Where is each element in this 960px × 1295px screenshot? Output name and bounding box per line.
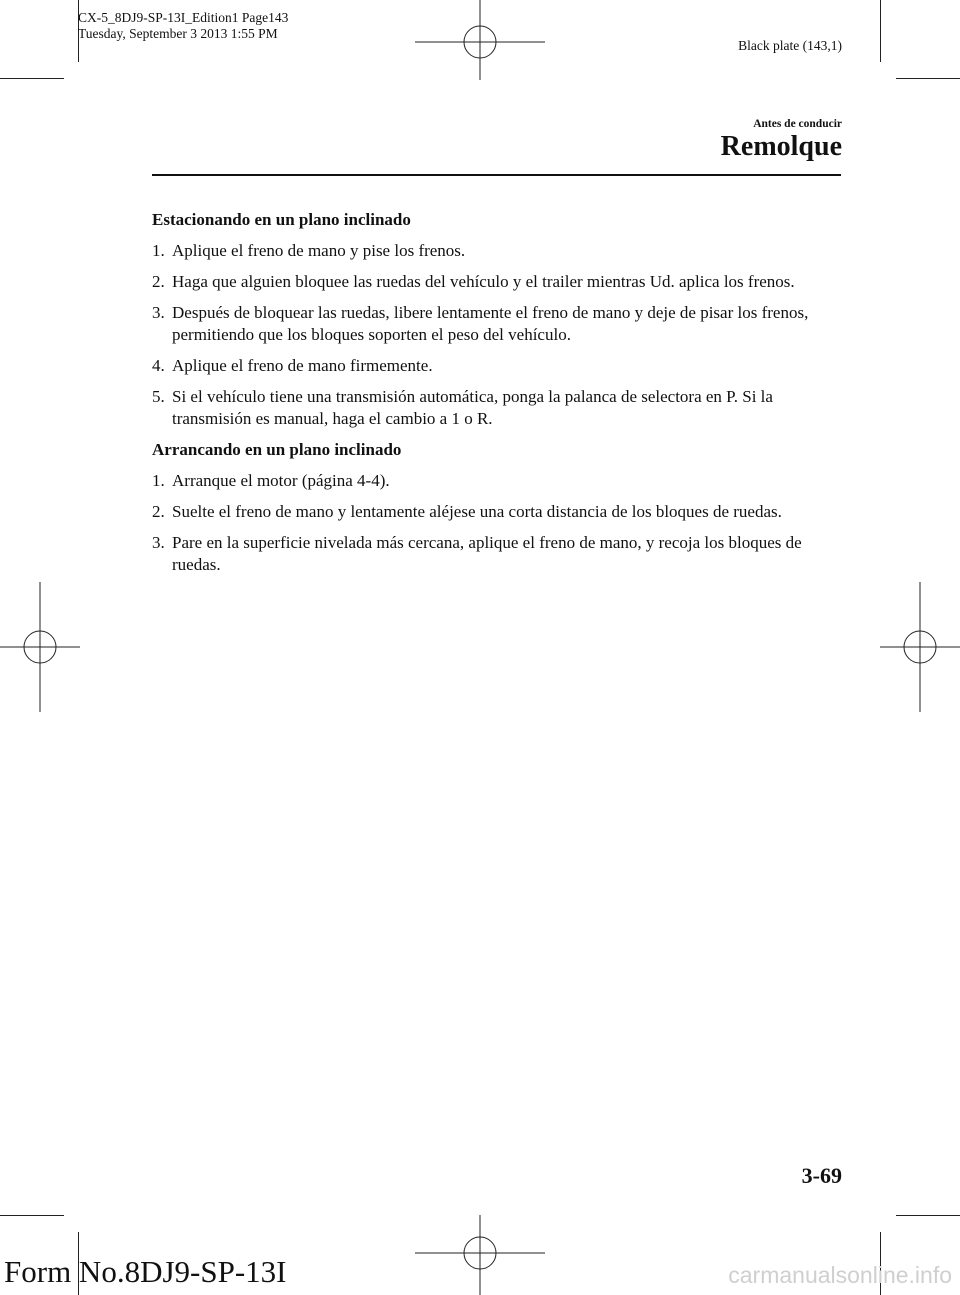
print-slug — [78, 10, 288, 42]
page-number: 3-69 — [801, 1163, 842, 1188]
registration-mark — [0, 582, 80, 712]
list-item — [152, 271, 842, 293]
starting-steps — [152, 470, 842, 576]
list-item — [152, 355, 842, 377]
list-item — [152, 386, 842, 430]
step-text: Suelte el freno de mano y lentamente aléjese una corta distancia de los bloques de ruedas. — [172, 502, 782, 521]
step-text: Haga que alguien bloquee las ruedas del vehículo y el trailer mientras Ud. aplica los frenos. — [172, 272, 795, 291]
step-text: Aplique el freno de mano firmemente. — [172, 356, 433, 375]
plate-info: Black plate (143,1) — [738, 38, 842, 53]
form-number: Form No.8DJ9-SP-13I — [4, 1254, 287, 1289]
step-number: 5. — [152, 387, 165, 406]
registration-mark — [880, 582, 960, 712]
chapter-title: Remolque — [720, 131, 842, 162]
step-number: 3. — [152, 303, 165, 322]
crop-mark — [880, 0, 881, 62]
step-text: Después de bloquear las ruedas, libere lentamente el freno de mano y deje de pisar los frenos, permitiendo que los bloques soporten el peso del vehículo. — [172, 303, 809, 344]
crop-mark — [896, 1215, 960, 1216]
step-number: 1. — [152, 241, 165, 260]
crop-mark — [896, 78, 960, 79]
list-item — [152, 501, 842, 523]
step-number: 4. — [152, 356, 165, 375]
watermark: carmanualsonline.info — [728, 1262, 952, 1288]
step-number: 3. — [152, 533, 165, 552]
step-text: Pare en la superficie nivelada más cercana, aplique el freno de mano, y recoja los bloques de ruedas. — [172, 533, 802, 574]
crop-mark — [0, 78, 64, 79]
list-item — [152, 470, 842, 492]
print-file-info: CX-5_8DJ9-SP-13I_Edition1 Page143 — [78, 10, 289, 25]
parking-steps — [152, 240, 842, 430]
registration-mark — [415, 1215, 545, 1295]
step-number: 2. — [152, 272, 165, 291]
registration-mark — [415, 0, 545, 80]
header-rule — [152, 174, 841, 176]
page-content — [152, 209, 842, 585]
section-title: Antes de conducir — [753, 118, 842, 130]
print-timestamp: Tuesday, September 3 2013 1:55 PM — [78, 26, 278, 41]
step-text: Arranque el motor (página 4-4). — [172, 471, 390, 490]
step-number: 2. — [152, 502, 165, 521]
list-item — [152, 240, 842, 262]
step-number: 1. — [152, 471, 165, 490]
crop-mark — [0, 1215, 64, 1216]
parking-heading: Estacionando en un plano inclinado — [152, 210, 411, 229]
starting-heading: Arrancando en un plano inclinado — [152, 440, 402, 459]
list-item — [152, 302, 842, 346]
step-text: Si el vehículo tiene una transmisión automática, ponga la palanca de selectora en P. Si la transmisión es manual, haga el cambio a 1 o R. — [172, 387, 773, 428]
step-text: Aplique el freno de mano y pise los frenos. — [172, 241, 466, 260]
list-item — [152, 532, 842, 576]
